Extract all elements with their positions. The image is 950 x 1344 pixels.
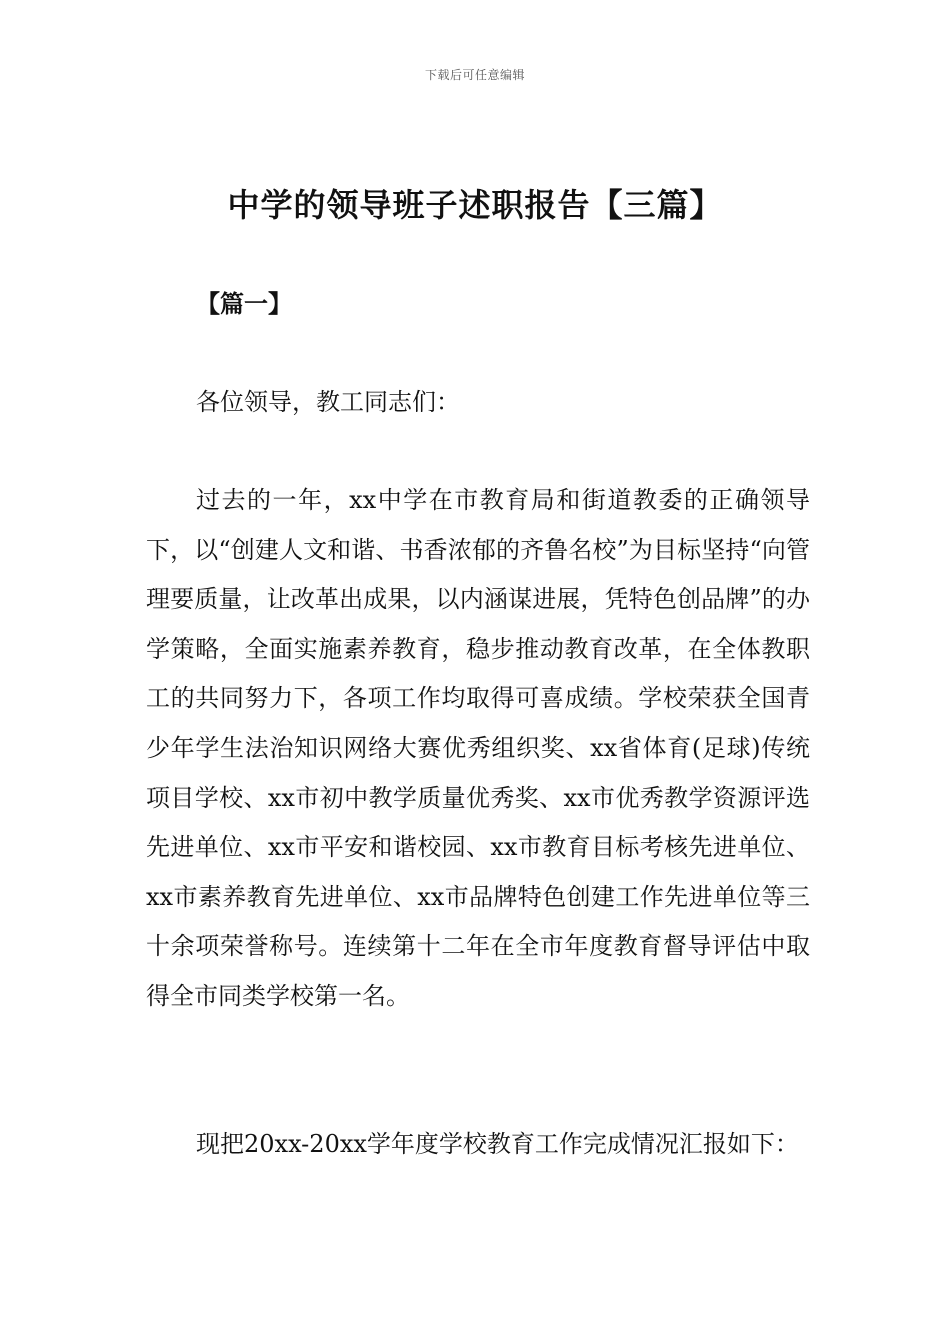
closing-line: 现把20xx-20xx学年度学校教育工作完成情况汇报如下： bbox=[196, 1130, 799, 1158]
header-note: 下载后可任意编辑 bbox=[424, 68, 525, 82]
document-title: 中学的领导班子述职报告【三篇】 bbox=[227, 186, 723, 224]
body-paragraph: 过去的一年，xx中学在市教育局和街道教委的正确领导下，以“创建人文和谐、书香浓郁的齐鲁名校”为目标坚持“向管理要质量，让改革出成果，以内涵谋进展，凭特色创品牌”的办学策略，全面实施素养教育，稳步推动教育改革，在全体教职工的共同努力下，各项工作均取得可喜成绩。学校荣获全国青少年学生法治知识网络大赛优秀组织奖、xx省体育(足球)传统项目学校、xx市初中教学质量优秀奖、xx市优秀教学资源评选先进单位、xx市平安和谐校园、xx市教育目标考核先进单位、xx市素养教育先进单位、xx市品牌特色创建工作先进单位等三十余项荣誉称号。连续第十二年在全市年度教育督导评估中取得全市同类学校第一名。 bbox=[146, 486, 810, 1010]
greeting-line: 各位领导，教工同志们： bbox=[196, 388, 460, 416]
section-heading: 【篇一】 bbox=[196, 289, 292, 318]
